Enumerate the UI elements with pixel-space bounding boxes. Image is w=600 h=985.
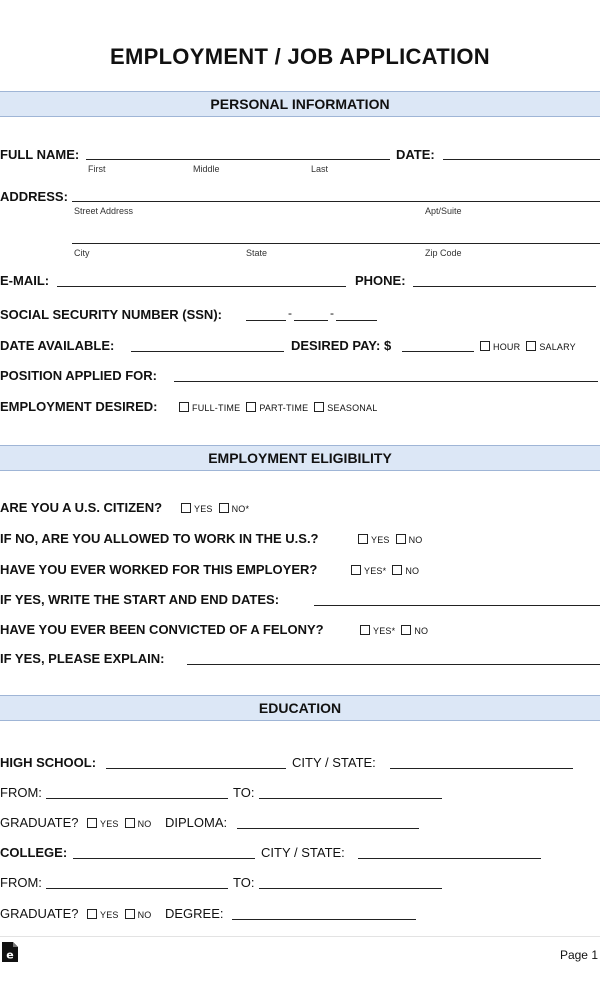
employment-desired-label: EMPLOYMENT DESIRED:: [0, 399, 158, 414]
felony-no-option[interactable]: NO: [401, 625, 428, 636]
apt-suite-hint: Apt/Suite: [425, 206, 462, 216]
college-field[interactable]: [73, 858, 255, 859]
hour-option[interactable]: HOUR: [480, 341, 520, 352]
college-from-label: FROM:: [0, 875, 42, 890]
position-field[interactable]: [174, 381, 598, 382]
ssn-part3-field[interactable]: [336, 320, 377, 321]
citizen-yes-option[interactable]: YES: [181, 503, 213, 514]
section-header-eligibility: EMPLOYMENT ELIGIBILITY: [0, 445, 600, 471]
ssn-dash-2: -: [330, 306, 334, 320]
college-graduate-yes-option[interactable]: YES: [87, 909, 119, 920]
citizen-no-option[interactable]: NO*: [219, 503, 250, 514]
high-school-to-field[interactable]: [259, 798, 442, 799]
degree-field[interactable]: [232, 919, 416, 920]
footer-divider: [0, 936, 600, 937]
felony-options: [360, 625, 434, 636]
college-graduate-options: [87, 909, 152, 920]
position-label: POSITION APPLIED FOR:: [0, 368, 157, 383]
full-name-label: FULL NAME:: [0, 147, 80, 162]
date-available-label: DATE AVAILABLE:: [0, 338, 115, 353]
address-label: ADDRESS:: [0, 189, 68, 204]
hs-graduate-no-option[interactable]: NO: [125, 818, 152, 829]
section-header-personal: PERSONAL INFORMATION: [0, 91, 600, 117]
zip-code-hint: Zip Code: [425, 248, 462, 258]
high-school-graduate-label: GRADUATE?: [0, 815, 79, 830]
desired-pay-field[interactable]: [402, 351, 474, 352]
middle-name-hint: Middle: [193, 164, 220, 174]
seasonal-option[interactable]: SEASONAL: [314, 402, 377, 413]
felony-yes-checkbox[interactable]: [360, 625, 370, 635]
college-from-field[interactable]: [46, 888, 228, 889]
start-end-dates-field[interactable]: [314, 605, 600, 606]
citizen-yes-checkbox[interactable]: [181, 503, 191, 513]
full-time-checkbox[interactable]: [179, 402, 189, 412]
state-hint: State: [246, 248, 268, 258]
college-graduate-no-option[interactable]: NO: [125, 909, 152, 920]
degree-label: DEGREE:: [165, 906, 224, 921]
high-school-city-state-field[interactable]: [390, 768, 573, 769]
citizen-options: [181, 503, 255, 514]
seasonal-checkbox[interactable]: [314, 402, 324, 412]
worked-no-option[interactable]: NO: [392, 565, 419, 576]
hour-checkbox[interactable]: [480, 341, 490, 351]
college-label: COLLEGE:: [0, 845, 68, 860]
hs-graduate-yes-option[interactable]: YES: [87, 818, 119, 829]
college-to-field[interactable]: [259, 888, 442, 889]
work-authorization-options: [358, 534, 429, 545]
college-city-state-label: CITY / STATE:: [261, 845, 345, 860]
citizen-no-checkbox[interactable]: [219, 503, 229, 513]
felony-yes-option[interactable]: YES*: [360, 625, 395, 636]
pay-type-options: [480, 341, 582, 352]
full-name-field[interactable]: [86, 159, 390, 160]
street-address-hint: Street Address: [74, 206, 134, 216]
date-label: DATE:: [396, 147, 435, 162]
worked-before-options: [351, 565, 425, 576]
phone-field[interactable]: [413, 286, 596, 287]
felony-question: HAVE YOU EVER BEEN CONVICTED OF A FELONY?: [0, 622, 324, 637]
worked-no-checkbox[interactable]: [392, 565, 402, 575]
high-school-label: HIGH SCHOOL:: [0, 755, 97, 770]
ssn-part1-field[interactable]: [246, 320, 286, 321]
email-label: E-MAIL:: [0, 273, 50, 288]
hs-graduate-no-checkbox[interactable]: [125, 818, 135, 828]
email-field[interactable]: [57, 286, 346, 287]
authorized-no-checkbox[interactable]: [396, 534, 406, 544]
diploma-label: DIPLOMA:: [165, 815, 228, 830]
worked-before-question: HAVE YOU EVER WORKED FOR THIS EMPLOYER?: [0, 562, 318, 577]
phone-label: PHONE:: [355, 273, 406, 288]
date-field[interactable]: [443, 159, 600, 160]
explain-field[interactable]: [187, 664, 600, 665]
high-school-graduate-options: [87, 818, 152, 829]
salary-checkbox[interactable]: [526, 341, 536, 351]
college-graduate-no-checkbox[interactable]: [125, 909, 135, 919]
ssn-dash-1: -: [288, 306, 292, 320]
ssn-label: SOCIAL SECURITY NUMBER (SSN):: [0, 307, 222, 322]
part-time-option[interactable]: PART-TIME: [246, 402, 308, 413]
city-hint: City: [74, 248, 90, 258]
date-available-field[interactable]: [131, 351, 284, 352]
college-graduate-label: GRADUATE?: [0, 906, 79, 921]
worked-yes-option[interactable]: YES*: [351, 565, 386, 576]
ssn-part2-field[interactable]: [294, 320, 328, 321]
street-address-field[interactable]: [72, 201, 600, 202]
section-header-education: EDUCATION: [0, 695, 600, 721]
authorized-yes-option[interactable]: YES: [358, 534, 390, 545]
first-name-hint: First: [88, 164, 106, 174]
work-authorization-question: IF NO, ARE YOU ALLOWED TO WORK IN THE U.S.?: [0, 531, 319, 546]
explain-question: IF YES, PLEASE EXPLAIN:: [0, 651, 165, 666]
authorized-yes-checkbox[interactable]: [358, 534, 368, 544]
svg-text:e: e: [6, 948, 14, 962]
high-school-field[interactable]: [106, 768, 286, 769]
last-name-hint: Last: [311, 164, 329, 174]
document-logo-icon: [2, 942, 18, 962]
dates-question: IF YES, WRITE THE START AND END DATES:: [0, 592, 280, 607]
college-graduate-yes-checkbox[interactable]: [87, 909, 97, 919]
page-number: Page 1: [559, 948, 598, 962]
high-school-from-field[interactable]: [46, 798, 228, 799]
hs-graduate-yes-checkbox[interactable]: [87, 818, 97, 828]
employment-type-options: [179, 402, 383, 413]
citizen-question: ARE YOU A U.S. CITIZEN?: [0, 500, 163, 515]
high-school-city-state-label: CITY / STATE:: [292, 755, 376, 770]
college-to-label: TO:: [233, 875, 255, 890]
high-school-to-label: TO:: [233, 785, 255, 800]
city-state-zip-field[interactable]: [72, 243, 600, 244]
full-time-option[interactable]: FULL-TIME: [179, 402, 240, 413]
felony-no-checkbox[interactable]: [401, 625, 411, 635]
diploma-field[interactable]: [237, 828, 419, 829]
salary-option[interactable]: SALARY: [526, 341, 576, 352]
college-city-state-field[interactable]: [358, 858, 541, 859]
worked-yes-checkbox[interactable]: [351, 565, 361, 575]
authorized-no-option[interactable]: NO: [396, 534, 423, 545]
high-school-from-label: FROM:: [0, 785, 42, 800]
desired-pay-label: DESIRED PAY: $: [291, 338, 392, 353]
part-time-checkbox[interactable]: [246, 402, 256, 412]
document-title: EMPLOYMENT / JOB APPLICATION: [110, 44, 490, 69]
